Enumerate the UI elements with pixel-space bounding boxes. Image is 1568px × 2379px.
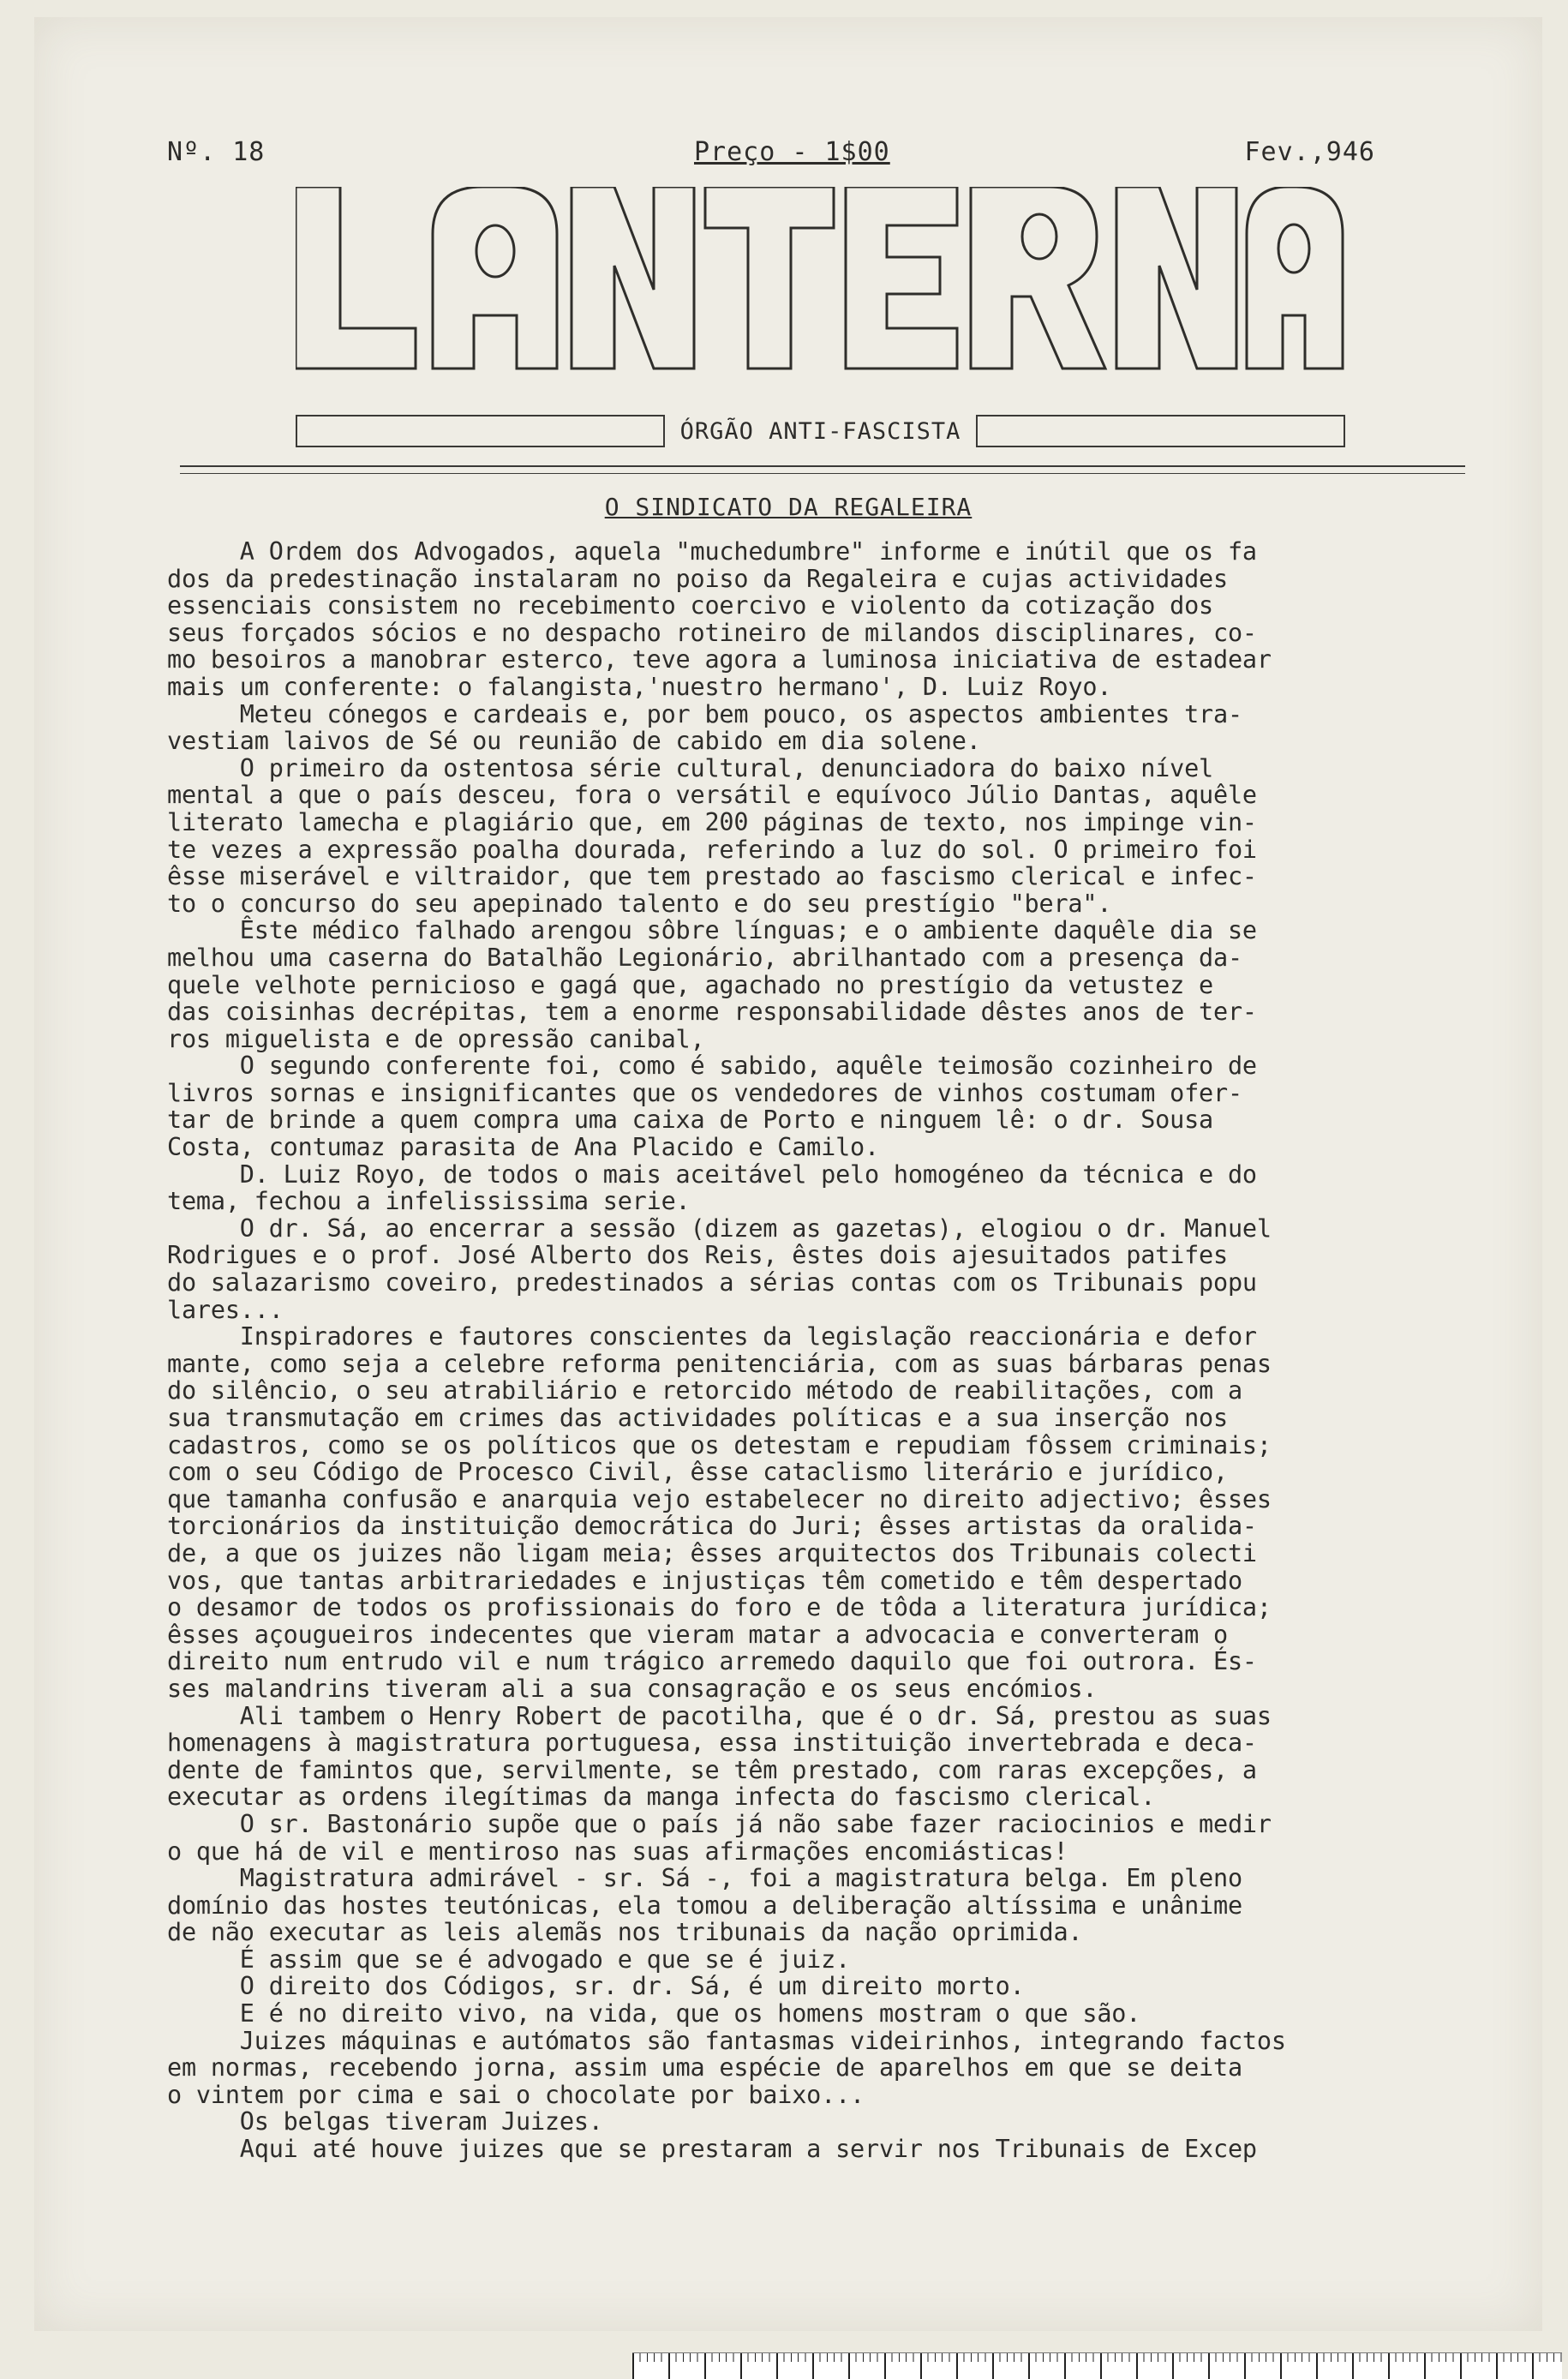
masthead-logo [296, 187, 1345, 371]
article-line: mo besoiros a manobrar esterco, teve agora a luminosa iniciativa de estadear [167, 645, 1272, 674]
article-line: seus forçados sócios e no despacho rotineiro de milandos disciplinares, co- [167, 618, 1257, 647]
article-line: O sr. Bastonário supõe que o país já não sabe fazer raciocinios e medir [167, 1809, 1272, 1838]
subtitle-banner [296, 413, 1345, 449]
article-line: homenagens à magistratura portuguesa, essa instituição invertebrada e deca- [167, 1729, 1257, 1758]
article-line: melhou uma caserna do Batalhão Legionário, abrilhantado com a presença da- [167, 943, 1242, 972]
price: Preço - 1$00 [694, 137, 890, 167]
article-line: vos, que tantas arbitrariedades e injustiças têm cometido e têm despertado [167, 1566, 1242, 1595]
article-body [167, 538, 1504, 2163]
article-line: É assim que se é advogado e que se é juiz. [167, 1945, 851, 1974]
article-line: to o concurso do seu apepinado talento e do seu prestígio "bera". [167, 889, 1112, 918]
article-line: com o seu Código de Procesco Civil, êsse cataclismo literário e jurídico, [167, 1458, 1228, 1487]
article-line: essenciais consistem no recebimento coercivo e violento da cotização dos [167, 591, 1214, 620]
article-line: do salazarismo coveiro, predestinados a sérias contas com os Tribunais popu [167, 1268, 1257, 1297]
article-line: lares... [167, 1295, 284, 1324]
article-title: O SINDICATO DA REGALEIRA [604, 493, 973, 521]
article-line: Juizes máquinas e autómatos são fantasmas videirinhos, integrando factos [167, 2026, 1286, 2055]
article-line: O segundo conferente foi, como é sabido, aquêle teimosão cozinheiro de [167, 1052, 1257, 1081]
article-line: O primeiro da ostentosa série cultural, denunciadora do baixo nível [167, 753, 1214, 782]
article-line: A Ordem dos Advogados, aquela "muchedumbre" informe e inútil que os fa [167, 537, 1257, 566]
header-rule-thin [180, 473, 1465, 474]
article-line: Rodrigues e o prof. José Alberto dos Reis, êstes dois ajesuitados patifes [167, 1241, 1228, 1270]
article-line: dente de famintos que, servilmente, se têm prestado, com raras excepções, a [167, 1755, 1257, 1784]
article-line: do silêncio, o seu atrabiliário e retorcido método de reabilitações, com a [167, 1376, 1242, 1405]
article-line: que tamanha confusão e anarquia vejo estabelecer no direito adjectivo; êsses [167, 1484, 1272, 1513]
article-line: o vintem por cima e sai o chocolate por baixo... [167, 2080, 865, 2109]
article-line: das coisinhas decrépitas, tem a enorme responsabilidade dêstes anos de ter- [167, 998, 1257, 1027]
article-line: de, a que os juizes não ligam meia; êsses arquitectos dos Tribunais colecti [167, 1538, 1257, 1567]
article-line: o que há de vil e mentiroso nas suas afirmações encomiásticas! [167, 1837, 1068, 1866]
header-rule [180, 465, 1465, 467]
article-line: dos da predestinação instalaram no poiso da Regaleira e cujas actividades [167, 564, 1228, 593]
article-line: quele velhote pernicioso e gagá que, agachado no prestígio da vetustez e [167, 970, 1214, 999]
article-line: Meteu cónegos e cardeais e, por bem pouco, os aspectos ambientes tra- [167, 699, 1242, 728]
issue-date: Fev.,946 [1244, 137, 1375, 167]
article-line: Costa, contumaz parasita de Ana Placido e Camilo. [167, 1133, 879, 1162]
article-line: êsses açougueiros indecentes que vieram matar a advocacia e converteram o [167, 1620, 1228, 1649]
article-line: sua transmutação em crimes das actividades políticas e a sua inserção nos [167, 1404, 1228, 1432]
article-line: mais um conferente: o falangista,'nuestro hermano', D. Luiz Royo. [167, 672, 1112, 701]
measurement-scale [632, 2352, 1562, 2379]
article-line: E é no direito vivo, na vida, que os homens mostram o que são. [167, 1999, 1141, 2028]
article-line: direito num entrudo vil e num trágico arremedo daquilo que foi outrora. És- [167, 1647, 1257, 1676]
article-line: Magistratura admirável - sr. Sá -, foi a magistratura belga. Em pleno [167, 1864, 1242, 1893]
article-line: o desamor de todos os profissionais do foro e de tôda a literatura jurídica; [167, 1593, 1272, 1622]
newspaper-page [34, 17, 1542, 2331]
article-line: Ali tambem o Henry Robert de pacotilha, que é o dr. Sá, prestou as suas [167, 1701, 1272, 1730]
article-line: executar as ordens ilegítimas da manga infecta do fascismo clerical. [167, 1783, 1156, 1812]
article-line: Aqui até houve juizes que se prestaram a servir nos Tribunais de Excep [167, 2135, 1257, 2164]
article-line: torcionários da instituição democrática do Juri; êsses artistas da oralida- [167, 1512, 1257, 1541]
article-line: em normas, recebendo jorna, assim uma espécie de aparelhos em que se deita [167, 2053, 1242, 2082]
article-line: cadastros, como se os políticos que os detestam e repudiam fôssem criminais; [167, 1430, 1272, 1459]
article-line: livros sornas e insignificantes que os vendedores de vinhos costumam ofer- [167, 1078, 1242, 1107]
article-line: mental a que o país desceu, fora o versátil e equívoco Júlio Dantas, aquêle [167, 781, 1257, 810]
article-line: êsse miserável e viltraidor, que tem prestado ao fascismo clerical e infec- [167, 862, 1257, 891]
article-line: Êste médico falhado arengou sôbre línguas; e o ambiente daquêle dia se [167, 916, 1257, 945]
article-line: literato lamecha e plagiário que, em 200 páginas de texto, nos impinge vin- [167, 807, 1257, 836]
article-line: O dr. Sá, ao encerrar a sessão (dizem as gazetas), elogiou o dr. Manuel [167, 1213, 1272, 1243]
article-line: D. Luiz Royo, de todos o mais aceitável pelo homogéneo da técnica e do [167, 1160, 1257, 1189]
article-line: mante, como seja a celebre reforma penitenciária, com as suas bárbaras penas [167, 1349, 1272, 1378]
article-line: de não executar as leis alemãs nos tribunais da nação oprimida. [167, 1918, 1083, 1947]
article-line: Os belgas tiveram Juizes. [167, 2107, 603, 2136]
article-line: domínio das hostes teutónicas, ela tomou a deliberação altíssima e unânime [167, 1891, 1242, 1920]
article-line: tar de brinde a quem compra uma caixa de Porto e ninguem lê: o dr. Sousa [167, 1106, 1214, 1135]
article-line: ros miguelista e de opressão canibal, [167, 1024, 705, 1053]
subtitle-left-box [296, 415, 665, 447]
issue-number: Nº. 18 [167, 137, 266, 167]
article-line: Inspiradores e fautores conscientes da legislação reaccionária e defor [167, 1322, 1257, 1351]
article-line: te vezes a expressão poalha dourada, referindo a luz do sol. O primeiro foi [167, 835, 1257, 864]
article-line: ses malandrins tiveram ali a sua consagração e os seus encómios. [167, 1674, 1098, 1703]
subtitle-right-box [976, 415, 1345, 447]
article-line: vestiam laivos de Sé ou reunião de cabido em dia solene. [167, 727, 981, 756]
article-line: tema, fechou a infelississima serie. [167, 1187, 691, 1216]
article-line: O direito dos Códigos, sr. dr. Sá, é um direito morto. [167, 1972, 1025, 2001]
subtitle: ÓRGÃO ANTI-FASCISTA [679, 417, 961, 445]
